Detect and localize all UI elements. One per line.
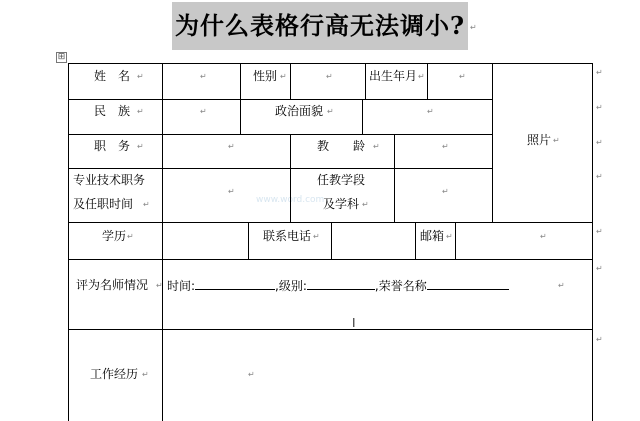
political-value-cell[interactable]: ↵ xyxy=(427,107,434,116)
teach-age-label: 教 龄 xyxy=(317,139,366,153)
subject-label-line2: 及学科 xyxy=(323,197,360,211)
row-end-mark: ↵ xyxy=(596,172,603,181)
position-value-cell[interactable]: ↵ xyxy=(228,142,235,151)
cell-end-mark: ↵ xyxy=(362,200,369,209)
title-value-cell[interactable]: ↵ xyxy=(228,187,235,196)
row-end-mark: ↵ xyxy=(596,264,603,273)
title-label-line2: 及任职时间 xyxy=(73,197,134,211)
gender-label: 性别 xyxy=(253,69,278,83)
honor-time-label: 时间: xyxy=(167,279,196,293)
cell-end-mark: ↵ xyxy=(137,142,144,151)
photo-label: 照片 xyxy=(527,133,552,147)
text-cursor: I xyxy=(352,316,356,330)
cell-end-mark: ↵ xyxy=(280,72,287,81)
subject-value-cell[interactable]: ↵ xyxy=(442,187,449,196)
cell-end-mark: ↵ xyxy=(373,142,380,151)
cell-end-mark: ↵ xyxy=(127,232,134,241)
cell-end-mark: ↵ xyxy=(446,232,453,241)
name-label: 姓 名 xyxy=(94,69,131,83)
cell-end-mark: ↵ xyxy=(418,72,425,81)
cell-end-mark: ↵ xyxy=(156,281,163,290)
phone-label: 联系电话 xyxy=(263,229,312,243)
edu-label: 学历 xyxy=(102,229,127,243)
email-value-cell[interactable]: ↵ xyxy=(540,232,547,241)
row-end-mark: ↵ xyxy=(596,335,603,344)
work-value-cell[interactable]: ↵ xyxy=(248,370,255,379)
honor-level-label: ,级别: xyxy=(275,279,307,293)
row-end-mark: ↵ xyxy=(596,227,603,236)
honor-fill-line[interactable] xyxy=(167,278,509,293)
honor-name-label: ,荣誉名称 xyxy=(374,279,427,293)
cell-end-mark: ↵ xyxy=(137,72,144,81)
name-value-cell[interactable]: ↵ xyxy=(200,72,207,81)
row-end-mark: ↵ xyxy=(596,68,603,77)
position-label: 职 务 xyxy=(94,139,131,153)
honor-label: 评为名师情况 xyxy=(76,278,149,292)
political-label: 政治面貌 xyxy=(275,104,324,118)
nation-label: 民 族 xyxy=(94,104,131,118)
nation-value-cell[interactable]: ↵ xyxy=(200,107,207,116)
page-title: 为什么表格行高无法调小? xyxy=(172,2,468,50)
subject-label-line1: 任教学段 xyxy=(317,173,366,187)
title-label-line1: 专业技术职务 xyxy=(73,173,146,187)
cell-end-mark: ↵ xyxy=(558,281,565,290)
gender-value-cell[interactable]: ↵ xyxy=(326,72,333,81)
table-move-handle[interactable]: ⊞ xyxy=(57,52,66,62)
cell-end-mark: ↵ xyxy=(327,107,334,116)
cell-end-mark: ↵ xyxy=(142,370,149,379)
watermark-text: www.word.com xyxy=(256,195,325,205)
work-label: 工作经历 xyxy=(90,367,139,381)
row-end-mark: ↵ xyxy=(596,138,603,147)
row-end-mark: ↵ xyxy=(596,103,603,112)
teach-age-value-cell[interactable]: ↵ xyxy=(442,142,449,151)
birth-label: 出生年月 xyxy=(369,69,418,83)
honor-name-blank[interactable] xyxy=(427,278,509,290)
birth-value-cell[interactable]: ↵ xyxy=(459,72,466,81)
cell-end-mark: ↵ xyxy=(553,136,560,145)
cell-end-mark: ↵ xyxy=(313,232,320,241)
paragraph-mark: ↵ xyxy=(470,23,477,32)
honor-time-blank[interactable] xyxy=(195,278,275,290)
cell-end-mark: ↵ xyxy=(143,200,150,209)
email-label: 邮箱 xyxy=(420,229,445,243)
honor-level-blank[interactable] xyxy=(307,278,375,290)
cell-end-mark: ↵ xyxy=(137,107,144,116)
